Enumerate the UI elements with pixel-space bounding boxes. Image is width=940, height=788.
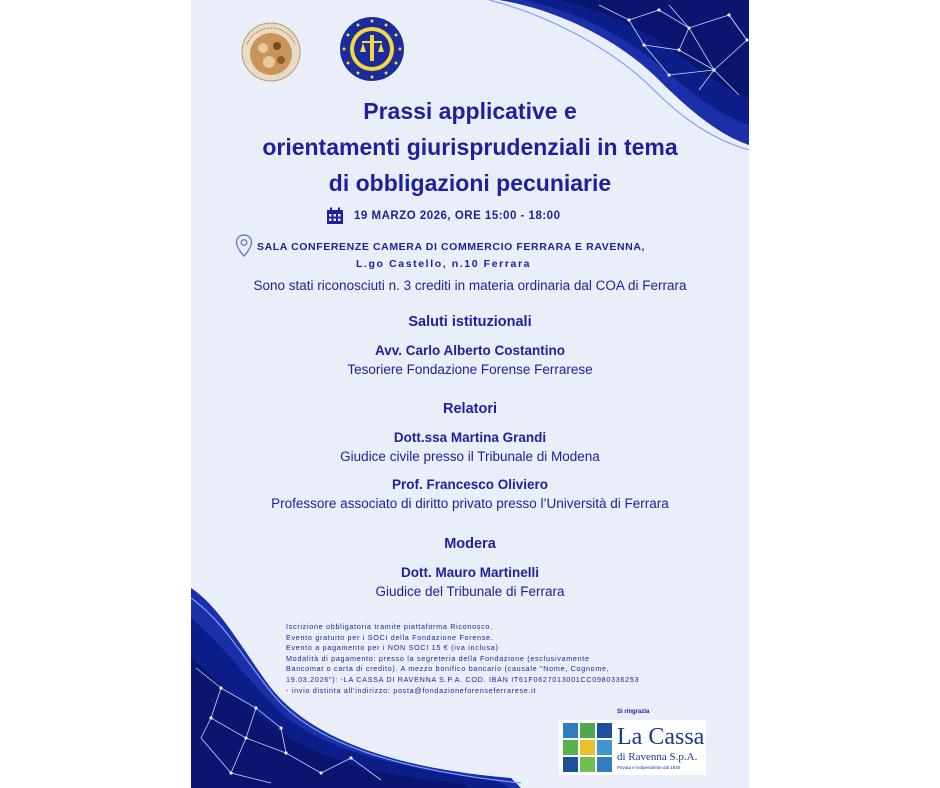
fine-print-line: Iscrizione obbligatoria tramite piattaforma Riconosco. <box>286 622 493 631</box>
fine-print-line: Modalità di pagamento: presso la segreteria della Fondazione (esclusivamente <box>286 653 590 663</box>
thanks-label: Si ringrazia <box>617 709 650 715</box>
speaker-2-name: Prof. Francesco Oliviero <box>391 477 549 492</box>
sponsor-logo-box <box>559 720 706 775</box>
relatori-heading: Relatori <box>443 401 497 417</box>
credits-note: Sono stati riconosciuti n. 3 crediti in materia ordinaria dal COA di Ferrara <box>253 278 687 293</box>
sponsor-name: La Cassa <box>617 724 705 750</box>
sponsor-subtitle: di Ravenna S.p.A. <box>617 751 698 763</box>
location-venue: SALA CONFERENZE CAMERA DI COMMERCIO FERRARA E RAVENNA, <box>257 241 646 253</box>
calendar-icon <box>326 207 344 225</box>
title-line-3: di obbligazioni pecuniarie <box>328 170 612 196</box>
speaker-2-role: Professore associato di diritto privato presso l’Università di Ferrara <box>271 496 669 511</box>
modera-heading: Modera <box>444 536 496 552</box>
moderator-role: Giudice del Tribunale di Ferrara <box>375 584 565 599</box>
location-address: L.go Castello, n.10 Ferrara <box>356 258 532 270</box>
saluti-role: Tesoriere Fondazione Forense Ferrarese <box>347 362 593 377</box>
fine-print-line: Bancomat o carta di credito). A mezzo bonifico bancario (causale "Nome, Cognome, <box>286 664 610 674</box>
sponsor-tagline: Privata e indipendente dal 1840 <box>617 765 681 770</box>
moderator-name: Dott. Mauro Martinelli <box>401 565 539 580</box>
event-date-row <box>326 207 560 225</box>
fondazione-forense-logo <box>241 22 301 82</box>
saluti-heading: Saluti istituzionali <box>408 314 532 330</box>
fine-print-line: - invio distinta all'indirizzo: posta@fondazioneforenseferrarese.it <box>286 685 537 695</box>
title-line-1: Prassi applicative e <box>363 98 577 124</box>
ordine-avvocati-logo <box>339 16 405 82</box>
event-poster <box>191 0 749 788</box>
sponsor-mosaic-icon <box>563 723 613 773</box>
fine-print-line: 19.03.2026"): -LA CASSA DI RAVENNA S.P.A. COD. IBAN IT61F0627013001CC0980336253 <box>286 674 640 684</box>
fine-print-line: Evento gratuito per i SOCI della Fondazione Forense. <box>286 632 494 642</box>
event-date-time: 19 MARZO 2026, ORE 15:00 - 18:00 <box>354 210 561 222</box>
registration-info <box>286 622 726 696</box>
saluti-name: Avv. Carlo Alberto Costantino <box>374 343 565 358</box>
event-title <box>191 93 749 201</box>
title-line-2: orientamenti giurisprudenziali in tema <box>262 134 678 160</box>
speaker-1-name: Dott.ssa Martina Grandi <box>393 430 547 445</box>
speaker-1-role: Giudice civile presso il Tribunale di Modena <box>340 449 600 464</box>
location-pin-icon <box>235 234 253 258</box>
fine-print-line: Evento a pagamento per i NON SOCI 15 € (iva inclusa) <box>286 643 499 653</box>
